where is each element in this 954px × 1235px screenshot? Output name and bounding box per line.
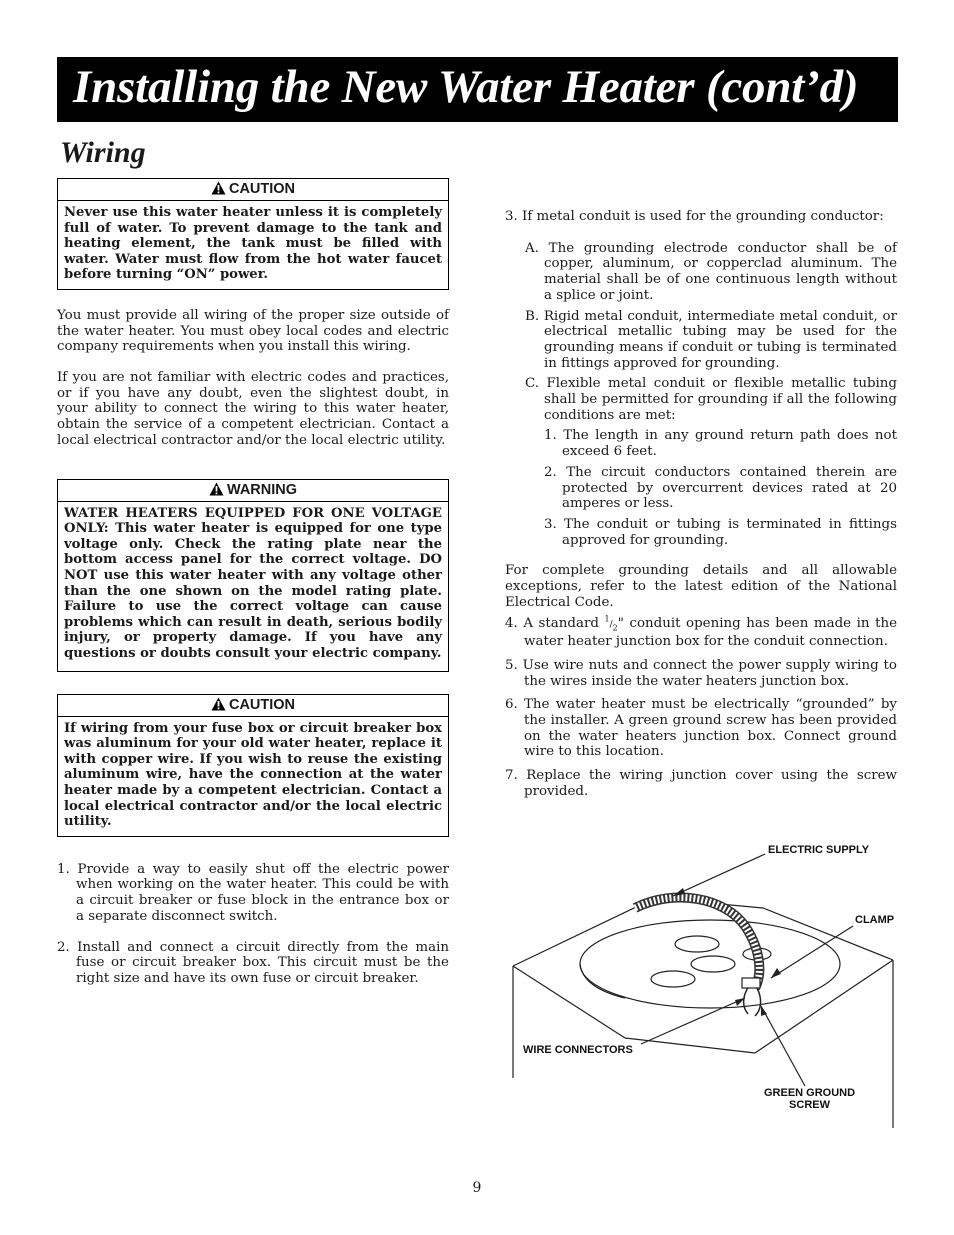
label-electric-supply: ELECTRIC SUPPLY (768, 844, 870, 856)
step-3c-item-2: 2. The circuit conductors contained therein are protected by overcurrent devices rated at 20 amperes or less. (544, 464, 897, 512)
title-banner (57, 57, 898, 122)
caution-heading: CAUTION (228, 696, 296, 713)
grounding-note: For complete grounding details and all allowable exceptions, refer to the latest edition of the National Electrical Code. (505, 563, 897, 610)
page-title: Installing the New Water Heater (cont’d) (73, 61, 859, 113)
step-6: 6. The water heater must be electrically “grounded” by the installer. A green ground screw has been provided on the water heaters junction box. Connect ground wire to this location. (505, 697, 897, 760)
warning-header (58, 480, 448, 502)
step-7: 7. Replace the wiring junction cover using the screw provided. (505, 768, 897, 799)
left-column (57, 178, 449, 987)
wiring-diagram (505, 838, 900, 1138)
caution-box-1 (57, 178, 449, 290)
caution-heading: CAUTION (228, 181, 296, 197)
label-clamp: CLAMP (855, 914, 895, 926)
warning-heading: WARNING (226, 481, 298, 498)
warning-box (57, 479, 449, 672)
step-4: 4. A standard $^1/_2$" conduit opening has been made in the water heater junction box for the conduit connection. (505, 615, 898, 650)
step-3a: A. The grounding electrode conductor shall be of copper, aluminum, or copperclad aluminum. The material shall be of one continuous length without a splice or joint. (525, 240, 897, 303)
step-5: 5. Use wire nuts and connect the power supply wiring to the wires inside the water heaters junction box. (505, 657, 897, 689)
label-green-ground-screw: GREEN GROUND SCREW (764, 1087, 856, 1111)
step-3c-item-3: 3. The conduit or tubing is terminated in fittings approved for grounding. (544, 516, 897, 548)
caution-text: If wiring from your fuse box or circuit breaker box was aluminum for your old water heater, replace it with copper wire. If you wish to reuse the existing aluminum wire, have the connection at the water heater made by a competent electrician. Contact a local electrical contractor and/or the local electric utility. (64, 720, 442, 830)
paragraph-electrician-advice: If you are not familiar with electric codes and practices, or if you have any doubt, even the slightest doubt, in your ability to connect the wiring to this water heater, obtain the service of a competent electrician. Contact a local electrical contractor and/or the local electric utility. (57, 370, 449, 448)
caution-box-2 (57, 694, 449, 837)
warning-triangle-icon (209, 482, 224, 503)
page-number: 9 (472, 1180, 482, 1196)
step-2: 2. Install and connect a circuit directly from the main fuse or circuit breaker box. This circuit must be the right size and have its own fuse or circuit breaker. (57, 939, 449, 986)
warning-triangle-icon (211, 181, 226, 202)
warning-text: WATER HEATERS EQUIPPED FOR ONE VOLTAGE ONLY: This water heater is equipped for one type voltage only. Check the rating plate near the bottom access panel for the correct voltage. DO NOT use this water heater with any voltage other than the one shown on the model rating plate. Failure to use the correct voltage can cause problems which can result in death, serious bodily injury, or property damage. If you have any questions or doubts consult your electric company. (64, 505, 442, 661)
step-3c: C. Flexible metal conduit or flexible metallic tubing shall be permitted for grounding if all the following conditions are met: (525, 376, 897, 423)
paragraph-wiring-requirements: You must provide all wiring of the proper size outside of the water heater. You must obey local codes and electric company requirements when you install this wiring. (57, 307, 449, 355)
label-wire-connectors: WIRE CONNECTORS (523, 1044, 633, 1056)
caution-text: Never use this water heater unless it is completely full of water. To prevent damage to the tank and heating element, the tank must be filled with water. Water must flow from the hot water faucet before turning “ON” power. (64, 205, 442, 283)
step-1: 1. Provide a way to easily shut off the electric power when working on the water heater. This could be with a circuit breaker or fuse block in the entrance box or a separate disconnect switch. (57, 861, 449, 924)
right-column (505, 209, 897, 800)
caution-header (58, 695, 448, 717)
caution-header (58, 179, 448, 201)
warning-triangle-icon (211, 697, 226, 718)
step-3-intro: 3. If metal conduit is used for the grounding conductor: (505, 209, 884, 224)
section-title: Wiring (60, 136, 146, 169)
step-3b: B. Rigid metal conduit, intermediate metal conduit, or electrical metallic tubing may be used for the grounding means if conduit or tubing is terminated in fittings approved for grounding. (525, 308, 897, 371)
step-3c-item-1: 1. The length in any ground return path does not exceed 6 feet. (544, 428, 897, 460)
